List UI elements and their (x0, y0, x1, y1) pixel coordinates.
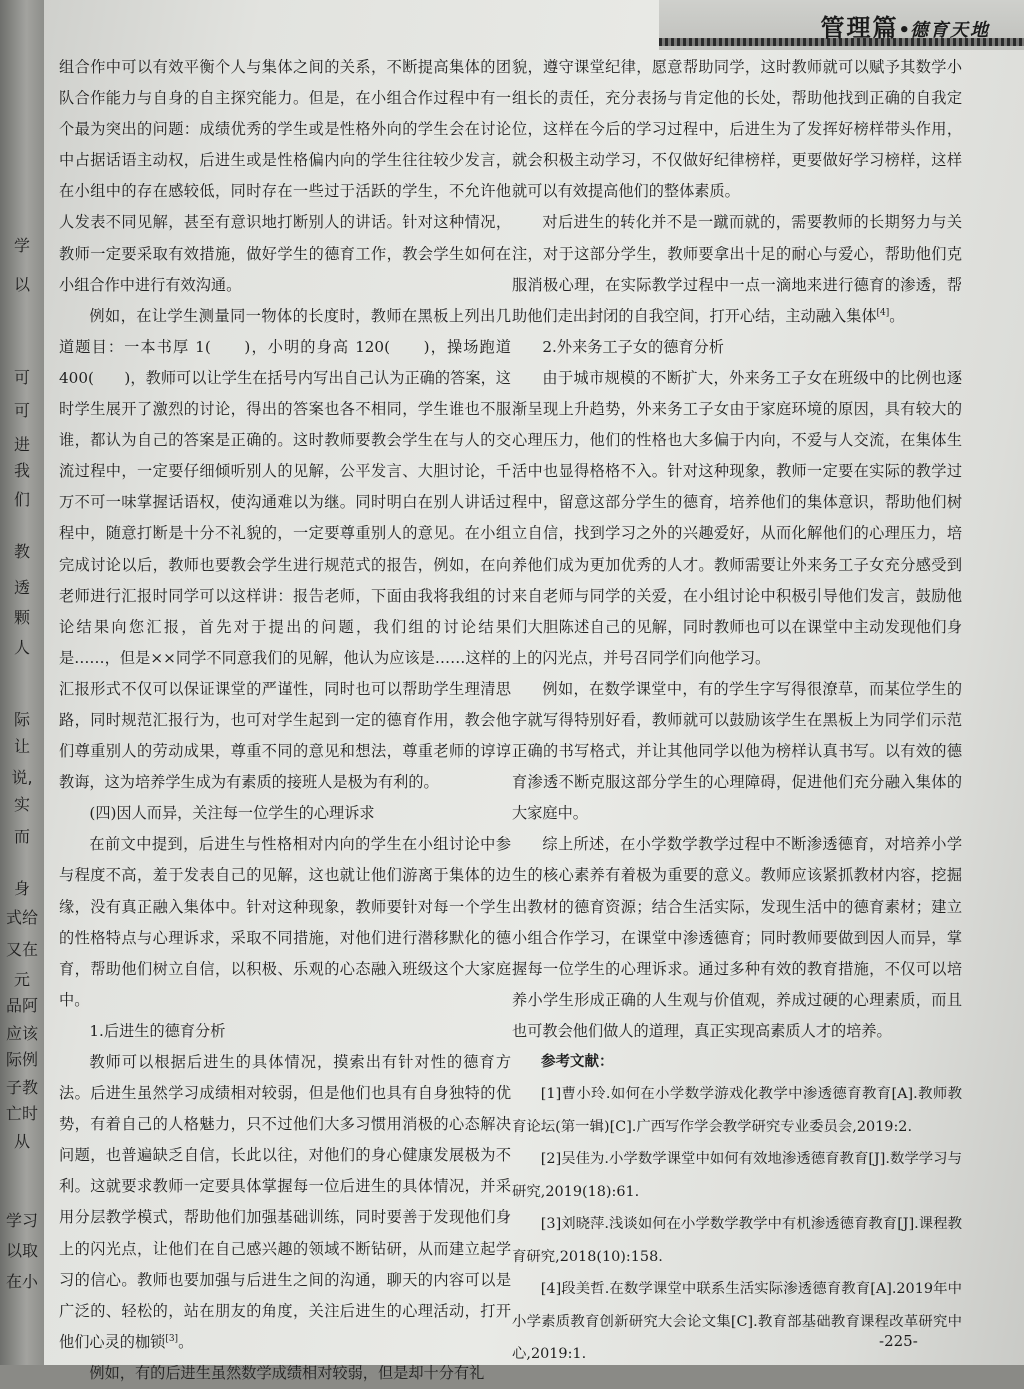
paragraph: 综上所述，在小学数学教学过程中不断渗透德育，对培养小学生的核心素养有着极为重要的意义。教师应该紧抓教材内容，挖掘出教材的德育资源；结合生活实际，发现生活中的德育素材；建立小组合作学习，在课堂中渗透德育；同时教师要做到因人而异，掌握每一位学生的心理诉求。通过多种有效的教育措施，不仅可以培养小学生形成正确的人生观与价值观，养成过硬的心理素质，而且也可教会他们做人的道理，真正实现高素质人才的培养。 (512, 835, 962, 1040)
adjacent-page-fragment: 而 (13, 827, 30, 846)
adjacent-page-fragment: 在小 (5, 1272, 38, 1291)
adjacent-page-fragment: 说, (11, 768, 33, 787)
subsection-heading: 2.外来务工子女的德育分析 (542, 337, 724, 356)
page-number: -225- (879, 1332, 918, 1350)
reference-item: [2]吴佳为.小学数学课堂中如何有效地渗透德育教育[J].数学学习与研究,2019(18):61. (512, 1151, 962, 1200)
paragraph: 例如，在让学生测量同一物体的长度时，教师在黑板上列出几道题目：一本书厚 1( )，小明的身高 120( )，操场跑道 400( )，教师可以让学生在括号内写出自己认为正确的答案，这时学生展开了激烈的讨论，得出的答案也各不相同，学生谁也不服谁，都认为自己的答案是正确的。这时教师要教会学生在与人的交流过程中，一定要仔细倾听别人的见解，公平发言、大胆讨论，千万不可一味掌握话语权，使沟通难以为继。同时明白在别人讲话过程中，随意打断是十分不礼貌的，一定要尊重别人的意见。在小组完成讨论以后，教师也要教会学生进行规范式的报告，例如，在向老师进行汇报时同学可以这样讲：报告老师，下面由我将我组的讨论结果向您汇报，首先对于提出的问题，我们组的讨论结果是……，但是××同学不同意我们的见解，他认为应该是……这样的汇报形式不仅可以保证课堂的严谨性，同时也可以帮助学生理清思路，同时规范汇报行为，也可对学生起到一定的德育作用，教会他们尊重别人的劳动成果，尊重不同的意见和想法，尊重老师的谆谆教诲，这为培养学生成为有素质的接班人是极为有利的。 (59, 306, 511, 792)
paragraph-end: 。 (178, 1332, 194, 1351)
section-title (820, 8, 990, 43)
paragraph-end: 。 (889, 306, 905, 325)
adjacent-page-fragment: 可 (13, 401, 30, 420)
adjacent-page-fragment: 实 (13, 795, 30, 814)
citation-marker: [4] (876, 307, 890, 318)
left-column (59, 52, 511, 1389)
reference-item: [1]曹小玲.如何在小学数学游戏化教学中渗透德育教育[A].教师教育论坛(第一辑)[C].广西写作学会教学研究专业委员会,2019:2. (512, 1086, 962, 1135)
adjacent-page-fragment: 从 (13, 1132, 30, 1151)
adjacent-page-fragment: 学习 (5, 1211, 38, 1230)
paragraph-text: 教师可以根据后进生的具体情况，摸索出有针对性的德育方法。后进生虽然学习成绩相对较弱，但是他们也具有自身独特的优势，有着自己的人格魅力，只不过他们大多习惯用消极的心态解决问题，也普遍缺乏自信，长此以往，对他们的身心健康发展极为不利。这就要求教师一定要具体掌握每一位后进生的具体情况，并采用分层教学模式，帮助他们加强基础训练，同时要善于发现他们身上的闪光点，让他们在自己感兴趣的领域不断钻研，从而建立起学习的信心。教师也要加强与后进生之间的沟通，聊天的内容可以是广泛的、轻松的，站在朋友的角度，关注后进生的心理活动，打开他们心灵的枷锁 (59, 1053, 511, 1351)
adjacent-page-fragment: 教 (13, 542, 30, 561)
adjacent-page-fragment: 可 (13, 368, 30, 387)
paragraph: 例如，在数学课堂中，有的学生字写得很潦草，而某位学生的字就写得特别好看，教师就可以鼓励该学生在黑板上为同学们示范正确的书写格式，并让其他同学以他为榜样认真书写。以有效的德育渗透不断克服这部分学生的心理障碍，促进他们充分融入集体的大家庭中。 (512, 679, 962, 823)
reference-item: [4]段美哲.在数学课堂中联系生活实际渗透德育教育[A].2019年中小学素质教育创新研究大会论文集[C].教育部基础教育课程改革研究中心,2019:1. (512, 1281, 962, 1363)
adjacent-page-fragment: 透 (13, 578, 30, 597)
adjacent-page-fragment: 以 (13, 275, 30, 294)
journal-page (44, 0, 1024, 1382)
adjacent-page-fragment: 应该 (5, 1024, 38, 1043)
running-header (659, 0, 1024, 50)
adjacent-page-fragment: 让 (13, 737, 30, 756)
subsection-heading: 1.后进生的德育分析 (89, 1021, 226, 1040)
section-title-main: 管理篇 (820, 14, 899, 42)
adjacent-page-fragment: 又在 (5, 940, 38, 959)
adjacent-page-edge (0, 0, 44, 1365)
adjacent-page-fragment: 身 (13, 879, 30, 898)
adjacent-page-fragment: 子教 (5, 1078, 38, 1097)
reference-item: [3]刘晓萍.浅谈如何在小学数学教学中有机渗透德育教育[J].课程教育研究,2018(10):158. (512, 1216, 962, 1265)
section-title-separator: • (898, 20, 910, 41)
adjacent-page-fragment: 人 (13, 638, 30, 657)
paragraph (59, 1047, 511, 1358)
adjacent-page-fragment: 们 (13, 490, 30, 509)
paragraph: 组合作中可以有效平衡个人与集体之间的关系，不断提高集体的团队合作能力与自身的自主探究能力。但是，在小组合作过程中有一个最为突出的问题：成绩优秀的学生或是性格外向的学生会在讨论中占据话语主动权，后进生或是性格偏内向的学生往往较少发言，在小组中的存在感较低，同时存在一些过于活跃的学生，不允许他人发表不同见解，甚至有意识地打断别人的讲话。针对这种情况，教师一定要采取有效措施，做好学生的德育工作，教会学生如何在小组合作中进行有效沟通。 (59, 58, 511, 294)
adjacent-page-fragment: 进 (13, 435, 30, 454)
adjacent-page-fragment: 亡时 (5, 1104, 38, 1123)
paragraph: 貌，遵守课堂纪律，愿意帮助同学，这时教师就可以赋予其数学小组长的责任，充分表扬与肯定他的长处，帮助他找到正确的自我定位，这样在今后的学习过程中，后进生为了发挥好榜样带头作用，就会积极主动学习，不仅做好纪律榜样，更要做好学习榜样，这样就可以有效提高他们的整体素质。 (512, 58, 962, 201)
section-heading: (四)因人而异，关注每一位学生的心理诉求 (89, 804, 375, 823)
references-heading: 参考文献： (541, 1054, 614, 1070)
paragraph-text: 对后进生的转化并不是一蹴而就的，需要教师的长期努力与关注，对于这部分学生，教师要拿出十足的耐心与爱心，帮助他们克服消极心理，在实际教学过程中一点一滴地来进行德育的渗透，帮助他们走出封闭的自我空间，打开心结，主动融入集体 (512, 213, 962, 325)
right-column (512, 52, 962, 1371)
adjacent-page-fragment: 际 (13, 710, 30, 729)
adjacent-page-fragment: 元 (13, 970, 30, 989)
paragraph (512, 207, 962, 331)
adjacent-page-fragment: 我 (13, 461, 30, 480)
adjacent-page-fragment: 品阿 (5, 996, 38, 1015)
adjacent-page-fragment: 学 (13, 236, 30, 255)
paragraph: 由于城市规模的不断扩大，外来务工子女在班级中的比例也逐渐呈现上升趋势，外来务工子女由于家庭环境的原因，具有较大的心理压力，他们的性格也大多偏于内向，不爱与人交流，在集体生活中也显得格格不入。针对这种现象，教师一定要在实际的教学过程中，留意这部分学生的德育，培养他们的集体意识，帮助他们树立自信，找到学习之外的兴趣爱好，从而化解他们的心理压力，培养他们成为更加优秀的人才。教师需要让外来务工子女充分感受到来自老师与同学的关爱，在小组讨论中积极引导他们发言，鼓励他们大胆陈述自己的见解，同时教师也可以在课堂中主动发现他们身上的闪光点，并号召同学们向他学习。 (512, 368, 962, 667)
adjacent-page-fragment: 颗 (13, 608, 30, 627)
paragraph: 在前文中提到，后进生与性格相对内向的学生在小组讨论中参与程度不高，羞于发表自己的见解，这也就让他们游离于集体的边缘，没有真正融入集体中。针对这种现象，教师要针对每一个学生的性格特点与心理诉求，采取不同措施，对他们进行潜移默化的德育，帮助他们树立自信，以积极、乐观的心态融入班级这个大家庭中。 (59, 835, 511, 1009)
adjacent-page-fragment: 际例 (5, 1050, 38, 1069)
adjacent-page-fragment: 式给 (5, 908, 38, 927)
section-title-sub: 德育天地 (910, 20, 990, 41)
adjacent-page-fragment: 以取 (5, 1241, 38, 1260)
paragraph: 例如，有的后进生虽然数学成绩相对较弱，但是却十分有礼 (89, 1363, 485, 1382)
citation-marker: [3] (165, 1333, 179, 1344)
